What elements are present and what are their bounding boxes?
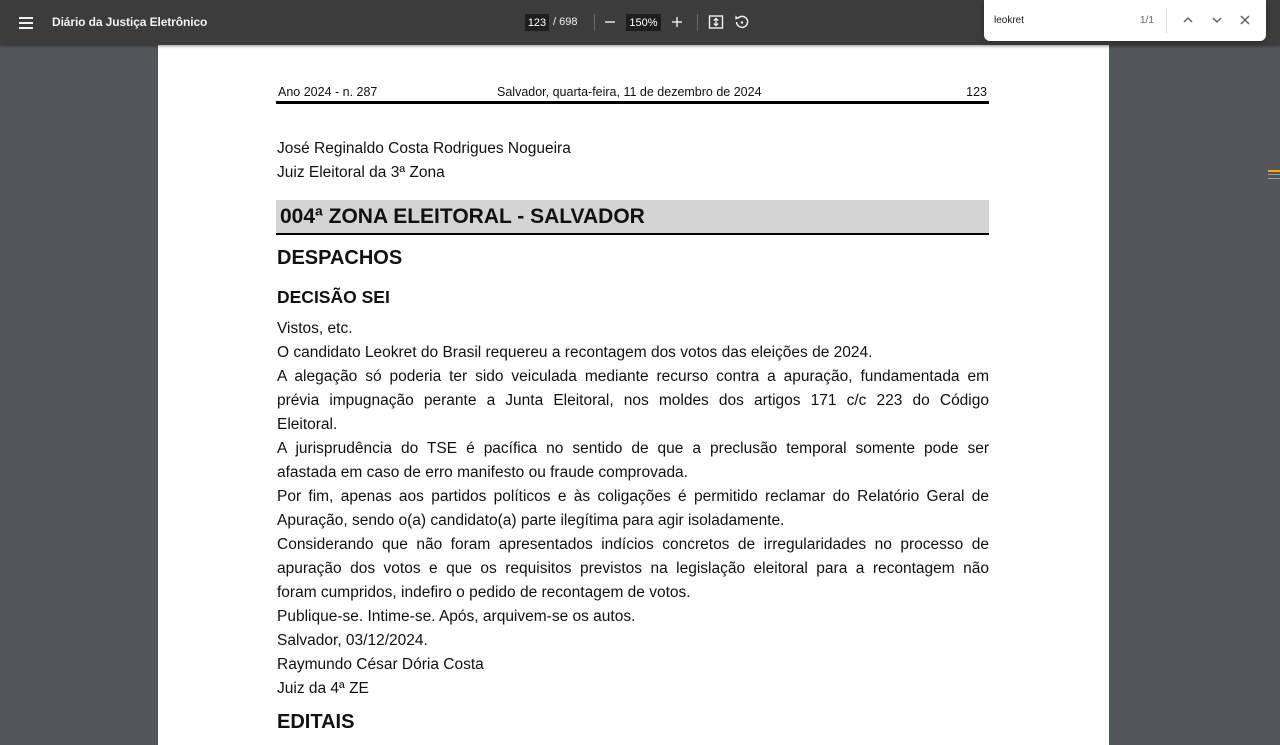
zoom-input[interactable] (626, 14, 661, 31)
paragraph-line: Publique-se. Intime-se. Após, arquivem-se os autos. (277, 608, 636, 625)
issue-number: Ano 2024 - n. 287 (278, 85, 378, 99)
rotate-icon[interactable] (732, 12, 752, 32)
plus-icon[interactable] (667, 12, 687, 32)
judge-name: Raymundo César Dória Costa (277, 656, 484, 673)
toolbar-divider (697, 14, 698, 31)
chevron-down-icon[interactable] (1208, 11, 1226, 29)
page-total: / 698 (553, 16, 578, 28)
zone-banner (276, 200, 989, 235)
chevron-up-icon[interactable] (1179, 11, 1197, 29)
find-input[interactable] (994, 12, 1119, 29)
scrollbar-thumb[interactable] (1268, 174, 1280, 179)
paragraph-line: foram cumpridos, indefiro o pedido de recontagem de votos. (277, 584, 691, 601)
paragraph-line: afastada em caso de erro manifesto ou fraude comprovada. (277, 464, 688, 481)
paragraph-line: apuração dos votos e que os requisitos previstos na legislação eleitoral para a recontagem não (277, 560, 989, 577)
document-title: Diário da Justiça Eletrônico (52, 15, 208, 29)
signature-name: José Reginaldo Costa Rodrigues Nogueira (277, 140, 571, 157)
toolbar-divider (594, 14, 595, 31)
zone-title: 004ª ZONA ELEITORAL - SALVADOR (280, 205, 645, 228)
close-icon[interactable] (1236, 11, 1254, 29)
judge-role: Juiz da 4ª ZE (277, 680, 369, 697)
page-number: 123 (966, 85, 987, 99)
paragraph-line: Salvador, 03/12/2024. (277, 632, 428, 649)
paragraph-line: A jurisprudência do TSE é pacífica no sentido de que a preclusão temporal somente pode ser (277, 440, 989, 457)
paragraph-line: Considerando que não foram apresentados indícios concretos de irregularidades no processo de (277, 536, 989, 553)
paragraph-line: Eleitoral. (277, 416, 338, 433)
issue-date: Salvador, quarta-feira, 11 de dezembro de 2024 (497, 85, 762, 99)
paragraph-line: Vistos, etc. (277, 320, 353, 337)
pdf-page (158, 45, 1109, 745)
paragraph-line: A alegação só poderia ter sido veiculada mediante recurso contra a apuração, fundamentada em (277, 368, 989, 385)
paragraph-line: O candidato Leokret do Brasil requereu a recontagem dos votos das eleições de 2024. (277, 344, 873, 361)
fit-page-icon[interactable] (706, 12, 726, 32)
header-rule (276, 101, 989, 104)
paragraph-line: Apuração, sendo o(a) candidato(a) parte ilegítima para agir isoladamente. (277, 512, 785, 529)
signature-role: Juiz Eleitoral da 3ª Zona (277, 164, 445, 181)
find-divider (1166, 8, 1167, 33)
minus-icon[interactable] (600, 12, 620, 32)
search-hit-marker (1268, 170, 1280, 172)
section-heading: DESPACHOS (277, 247, 403, 269)
find-match-count: 1/1 (1140, 15, 1154, 26)
paragraph-line: prévia impugnação perante a Junta Eleitoral, nos moldes dos artigos 171 c/c 223 do Código (277, 392, 989, 409)
page-number-input[interactable] (525, 14, 549, 31)
menu-icon[interactable] (14, 11, 38, 35)
paragraph-line: Por fim, apenas aos partidos políticos e às coligações é permitido reclamar do Relatório Geral de (277, 488, 989, 505)
next-section-heading: EDITAIS (277, 711, 355, 733)
subsection-heading: DECISÃO SEI (277, 287, 390, 307)
